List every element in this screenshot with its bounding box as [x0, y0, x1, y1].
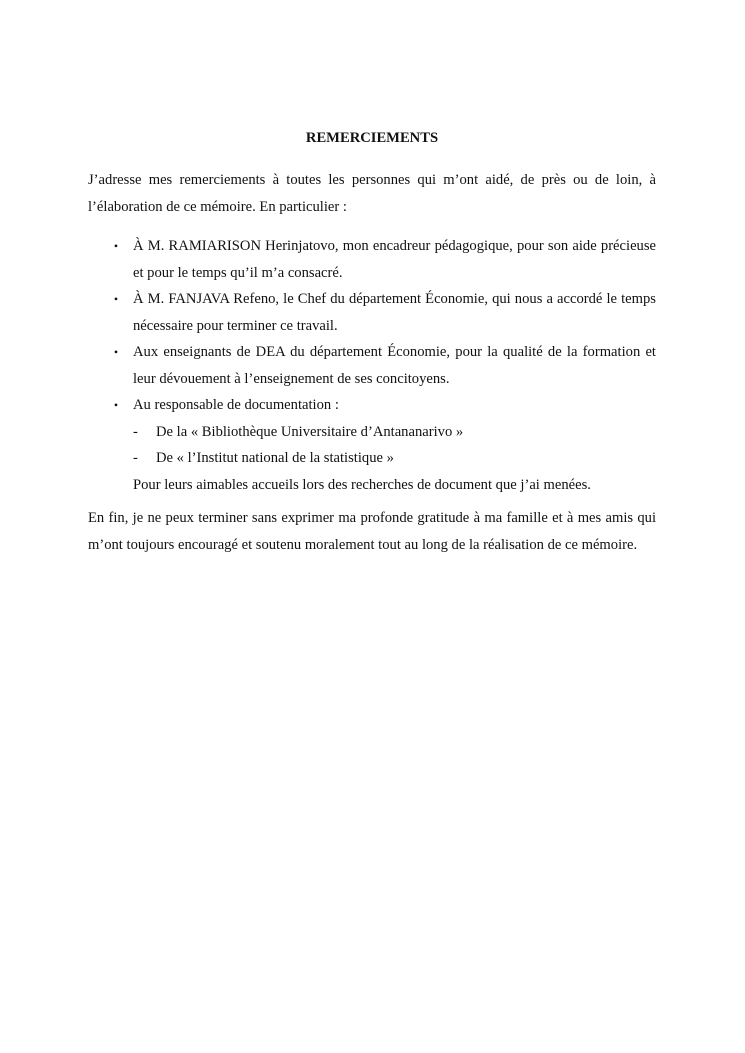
sub-list-item	[133, 419, 656, 446]
list-item	[88, 339, 656, 392]
list-item	[88, 233, 656, 286]
bullet-icon: •	[113, 292, 119, 306]
list-item-text: À M. FANJAVA Refeno, le Chef du département Économie, qui nous a accordé le temps nécessaire pour terminer ce travail.	[133, 291, 656, 334]
list-item	[88, 286, 656, 339]
intro-paragraph: J’adresse mes remerciements à toutes les personnes qui m’ont aidé, de près ou de loin, à l’élaboration de ce mémoire. En particulier :	[88, 172, 656, 215]
acknowledgement-list	[88, 233, 656, 498]
list-item-text: Au responsable de documentation :	[133, 397, 339, 413]
documentation-note: Pour leurs aimables accueils lors des recherches de document que j’ai menées.	[133, 476, 591, 493]
list-item-text: À M. RAMIARISON Herinjatovo, mon encadreur pédagogique, pour son aide précieuse et pour le temps qu’il m’a consacré.	[133, 238, 656, 281]
sub-list-item-text: De la « Bibliothèque Universitaire d’Antananarivo »	[156, 423, 464, 440]
dash-icon: -	[133, 423, 138, 440]
list-item-text: Aux enseignants de DEA du département Économie, pour la qualité de la formation et leur dévouement à l’enseignement de ses concitoyens.	[133, 344, 656, 387]
bullet-icon: •	[113, 345, 119, 359]
closing-paragraph: En fin, je ne peux terminer sans exprimer ma profonde gratitude à ma famille et à mes amis qui m’ont toujours encouragé et soutenu moralement tout au long de la réalisation de ce mémoire.	[88, 510, 656, 553]
list-item	[88, 392, 656, 498]
page-title: REMERCIEMENTS	[305, 130, 439, 146]
bullet-icon: •	[113, 398, 119, 412]
documentation-sublist	[133, 419, 656, 472]
dash-icon: -	[133, 450, 138, 466]
bullet-icon: •	[113, 239, 119, 253]
sub-list-item	[133, 445, 656, 472]
sub-list-item-text: De « l’Institut national de la statistique »	[156, 450, 394, 466]
